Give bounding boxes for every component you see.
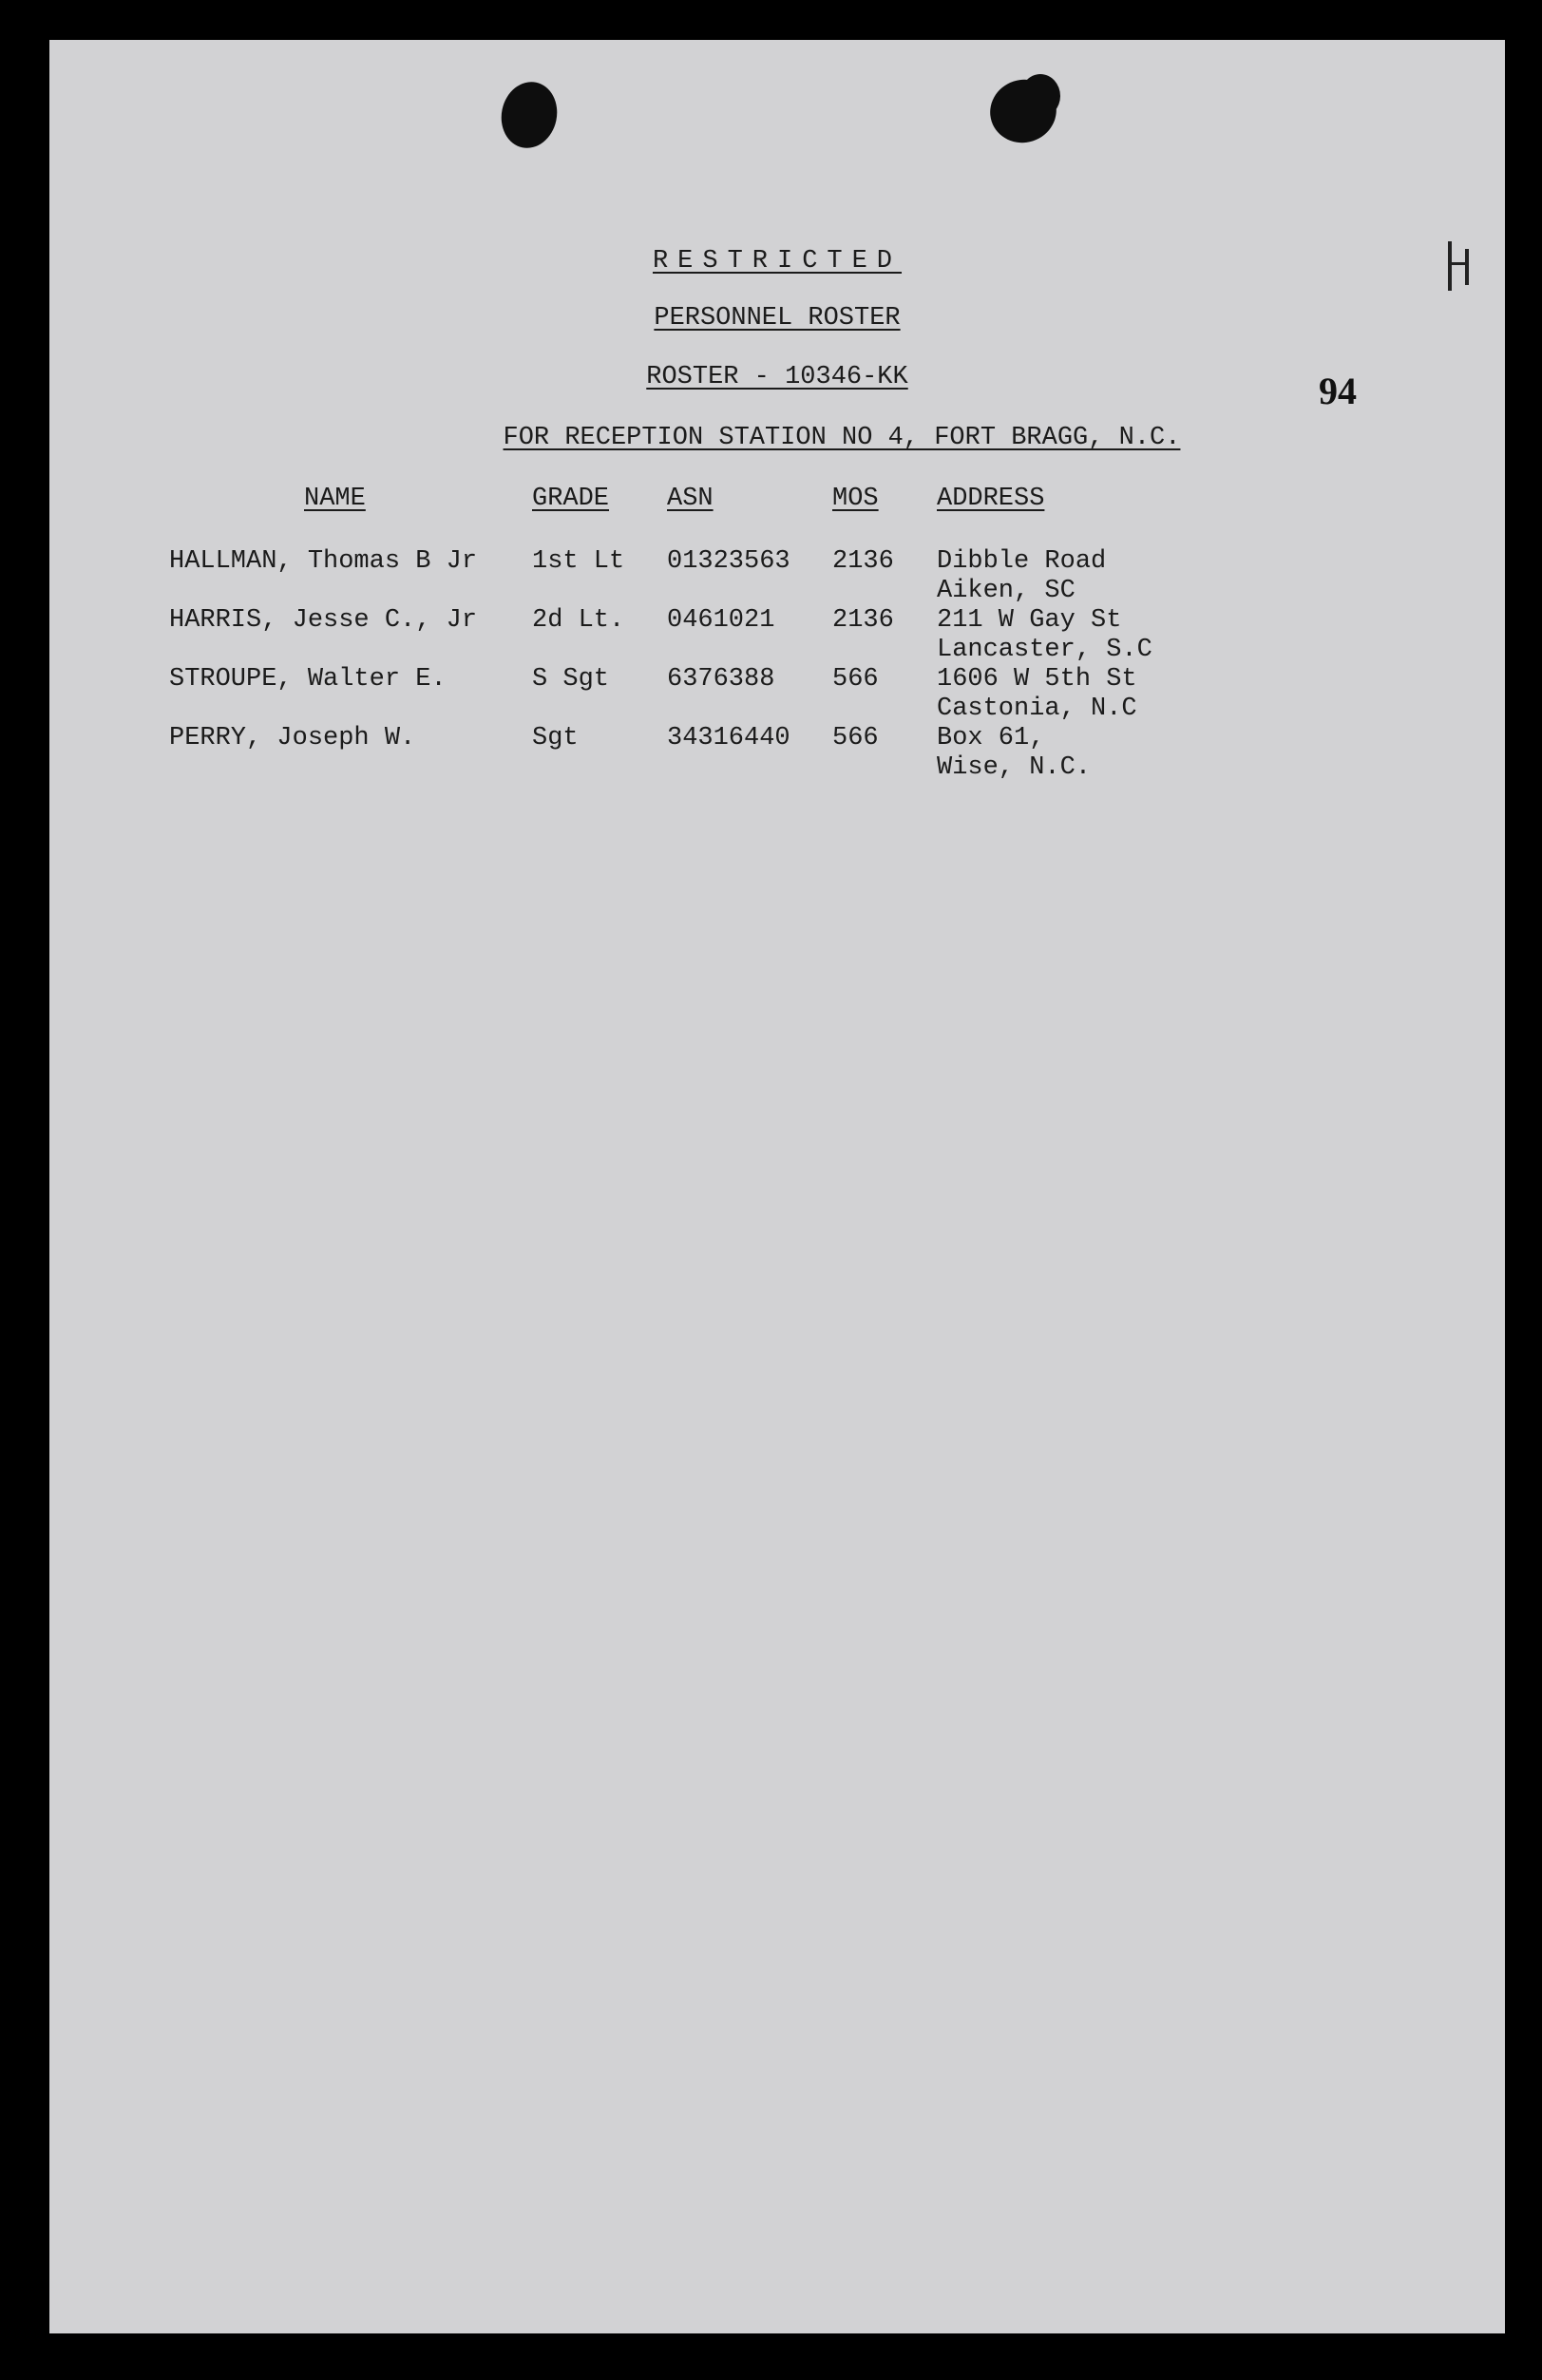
column-header-grade: GRADE — [532, 485, 610, 513]
row-3-address: 1606 W 5th St Castonia, N.C — [937, 665, 1137, 723]
row-4-asn: 34316440 — [667, 724, 790, 752]
row-1-asn: 01323563 — [667, 547, 790, 576]
row-2-name: HARRIS, Jesse C., Jr — [169, 606, 478, 635]
row-1-address: Dibble Road Aiken, SC — [937, 547, 1107, 605]
row-4-name: PERRY, Joseph W. — [169, 724, 416, 752]
page-number: 94 — [1319, 370, 1357, 412]
row-3-grade: S Sgt — [532, 665, 610, 694]
document-page — [49, 40, 1505, 2333]
row-4-mos: 566 — [832, 724, 879, 752]
row-1-grade: 1st Lt — [532, 547, 625, 576]
margin-mark — [1465, 249, 1469, 285]
roster-number-heading: ROSTER - 10346-KK — [646, 363, 908, 391]
column-header-name: NAME — [304, 485, 366, 513]
row-2-asn: 0461021 — [667, 606, 775, 635]
punch-hole-left — [495, 77, 562, 154]
row-4-grade: Sgt — [532, 724, 579, 752]
station-heading: FOR RECEPTION STATION NO 4, FORT BRAGG, N.C. — [503, 424, 1181, 452]
row-4-address: Box 61, Wise, N.C. — [937, 724, 1092, 782]
row-1-mos: 2136 — [832, 547, 894, 576]
row-2-mos: 2136 — [832, 606, 894, 635]
classification-heading: RESTRICTED — [652, 247, 903, 276]
row-2-address: 211 W Gay St Lancaster, S.C — [937, 606, 1152, 664]
row-3-mos: 566 — [832, 665, 879, 694]
row-2-grade: 2d Lt. — [532, 606, 625, 635]
margin-mark — [1452, 262, 1465, 265]
margin-mark — [1448, 241, 1452, 291]
row-1-name: HALLMAN, Thomas B Jr — [169, 547, 478, 576]
document-type-heading: PERSONNEL ROSTER — [654, 304, 901, 333]
punch-hole-right-overlap — [1020, 74, 1060, 118]
row-3-name: STROUPE, Walter E. — [169, 665, 447, 694]
column-header-asn: ASN — [667, 485, 714, 513]
column-header-address: ADDRESS — [937, 485, 1045, 513]
row-3-asn: 6376388 — [667, 665, 775, 694]
column-header-mos: MOS — [832, 485, 879, 513]
